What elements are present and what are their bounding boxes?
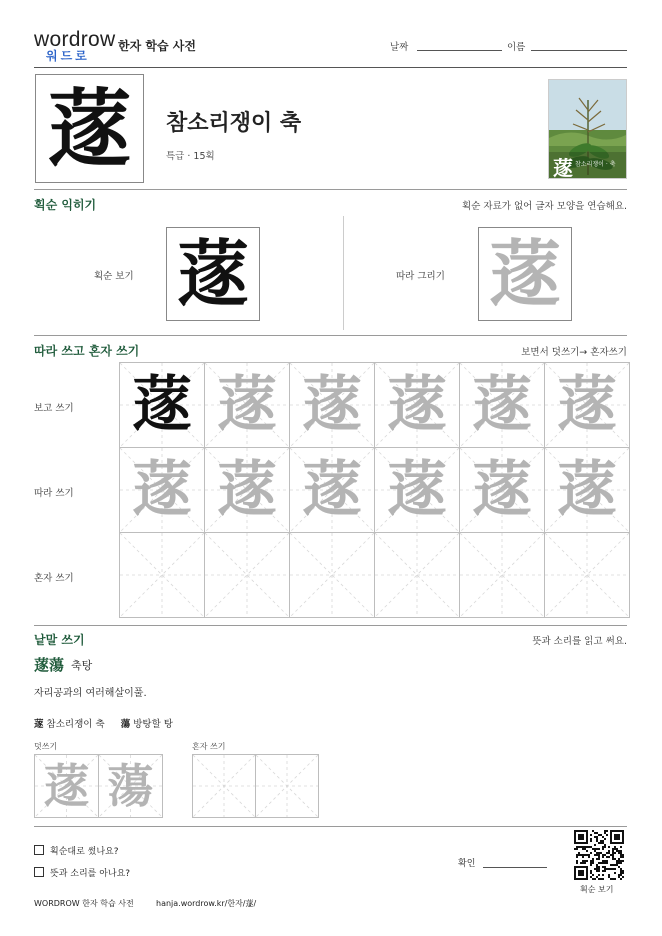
confirm-label: 확인 [458, 859, 476, 869]
thumbnail-caption: 참소리쟁이 · 축 [575, 161, 616, 168]
practice-row-label: 따라 쓰기 [34, 488, 74, 499]
hero-thumbnail [548, 79, 627, 179]
word-section-title: 낱말 쓰기 [34, 633, 85, 647]
thumbnail-character: 蓫 [553, 156, 573, 179]
checkbox-icon[interactable] [34, 867, 44, 877]
char2-hanja: 蕩 [120, 719, 131, 730]
cell-guide-lines [460, 533, 544, 617]
practice-character: 蓫 [557, 455, 617, 525]
stroke-section-title: 획순 익히기 [34, 198, 97, 212]
practice-cell[interactable] [119, 532, 205, 618]
footer-url[interactable]: hanja.wordrow.kr/한자/蓫/ [156, 899, 257, 908]
hero-meaning: 참소리쟁이 축 [166, 111, 302, 136]
practice-cell[interactable] [374, 532, 460, 618]
practice-section-note: 보면서 덧쓰기→ 혼자쓰기 [521, 347, 627, 358]
practice-divider [34, 625, 627, 626]
cell-guide-lines [193, 755, 255, 817]
practice-row-label: 혼자 쓰기 [34, 573, 74, 584]
stroke-view-label: 획순 보기 [94, 271, 134, 282]
hero-divider [34, 189, 627, 190]
practice-cell[interactable] [544, 447, 630, 533]
checklist-item-meaning[interactable] [34, 866, 130, 879]
practice-row-label: 보고 쓰기 [34, 403, 74, 414]
logo-wordmark: wordrow [34, 28, 116, 51]
check1-label: 획순대로 썼나요? [50, 847, 119, 857]
checkbox-icon[interactable] [34, 845, 44, 855]
practice-cell[interactable] [459, 362, 545, 448]
word-section-note: 뜻과 소리를 읽고 써요. [532, 636, 627, 647]
practice-cell[interactable] [119, 447, 205, 533]
practice-cell[interactable] [204, 532, 290, 618]
hero-character-box [35, 74, 144, 183]
practice-cell[interactable] [289, 532, 375, 618]
stroke-view-box[interactable] [166, 227, 260, 321]
practice-cell[interactable] [192, 754, 256, 818]
practice-cell[interactable] [289, 447, 375, 533]
confirm-field[interactable] [483, 867, 547, 868]
qr-label: 획순 보기 [580, 885, 614, 894]
word-reading: 축탕 [71, 659, 93, 672]
name-field[interactable] [531, 50, 627, 51]
practice-cell[interactable] [459, 447, 545, 533]
check2-label: 뜻과 소리를 아나요? [50, 869, 131, 879]
stroke-trace-character: 蓫 [488, 231, 561, 316]
stroke-section-note: 획순 자료가 없어 글자 모양을 연습해요. [462, 201, 627, 212]
practice-character: 蓫 [132, 370, 192, 440]
practice-character: 蓫 [387, 370, 447, 440]
word-definition: 자리공과의 여러해살이풀. [34, 688, 147, 699]
date-field[interactable] [417, 50, 502, 51]
checklist-item-stroke-order[interactable] [34, 844, 119, 857]
practice-character: 蓫 [302, 370, 362, 440]
word-divider [34, 826, 627, 827]
practice-character: 蓫 [217, 370, 277, 440]
stroke-view-character: 蓫 [176, 231, 249, 316]
app-title: 한자 학습 사전 [118, 39, 196, 53]
cell-guide-lines [375, 533, 459, 617]
hero-character: 蓫 [47, 78, 132, 178]
qr-code-icon [574, 830, 624, 880]
word-alone-label: 혼자 쓰기 [192, 742, 226, 751]
cell-guide-lines [256, 755, 318, 817]
practice-cell[interactable] [204, 362, 290, 448]
practice-character: 蓫 [387, 455, 447, 525]
practice-cell[interactable] [255, 754, 319, 818]
stroke-divider [34, 335, 627, 336]
practice-cell[interactable] [289, 362, 375, 448]
cell-guide-lines [290, 533, 374, 617]
practice-character: 蓫 [132, 455, 192, 525]
stroke-trace-label: 따라 그리기 [396, 271, 445, 282]
hero-level: 특급 · 15획 [166, 151, 215, 162]
practice-cell[interactable] [374, 362, 460, 448]
practice-cell[interactable] [119, 362, 205, 448]
practice-character: 蓫 [217, 455, 277, 525]
practice-cell[interactable] [34, 754, 99, 818]
cell-guide-lines [545, 533, 629, 617]
char2-meaning: 방탕할 탕 [133, 719, 173, 730]
practice-cell[interactable] [544, 362, 630, 448]
stroke-section-divider [343, 216, 344, 330]
char-meanings [34, 716, 173, 730]
cell-guide-lines [205, 533, 289, 617]
date-label: 날짜 [390, 42, 409, 53]
practice-cell[interactable] [204, 447, 290, 533]
practice-cell[interactable] [98, 754, 163, 818]
logo[interactable] [34, 30, 114, 62]
char1-hanja: 蓫 [34, 719, 44, 730]
char1-meaning: 참소리쟁이 축 [46, 719, 105, 730]
practice-cell[interactable] [544, 532, 630, 618]
logo-korean: 워드로 [46, 49, 90, 63]
practice-character: 蓫 [472, 370, 532, 440]
practice-character: 蕩 [107, 759, 154, 813]
practice-character: 蓫 [302, 455, 362, 525]
stroke-trace-box[interactable] [478, 227, 572, 321]
practice-section-title: 따라 쓰고 혼자 쓰기 [34, 344, 140, 358]
qr-code[interactable] [574, 830, 624, 880]
cell-guide-lines [120, 533, 204, 617]
practice-cell[interactable] [374, 447, 460, 533]
name-label: 이름 [507, 42, 526, 53]
practice-character: 蓫 [557, 370, 617, 440]
footer-brand: WORDROW 한자 학습 사전 [34, 899, 134, 908]
practice-character: 蓫 [43, 759, 90, 813]
practice-character: 蓫 [472, 455, 532, 525]
word-trace-label: 덧쓰기 [34, 742, 58, 751]
practice-cell[interactable] [459, 532, 545, 618]
word-hanja: 蓫蕩 [34, 656, 65, 674]
header-divider [34, 67, 627, 68]
